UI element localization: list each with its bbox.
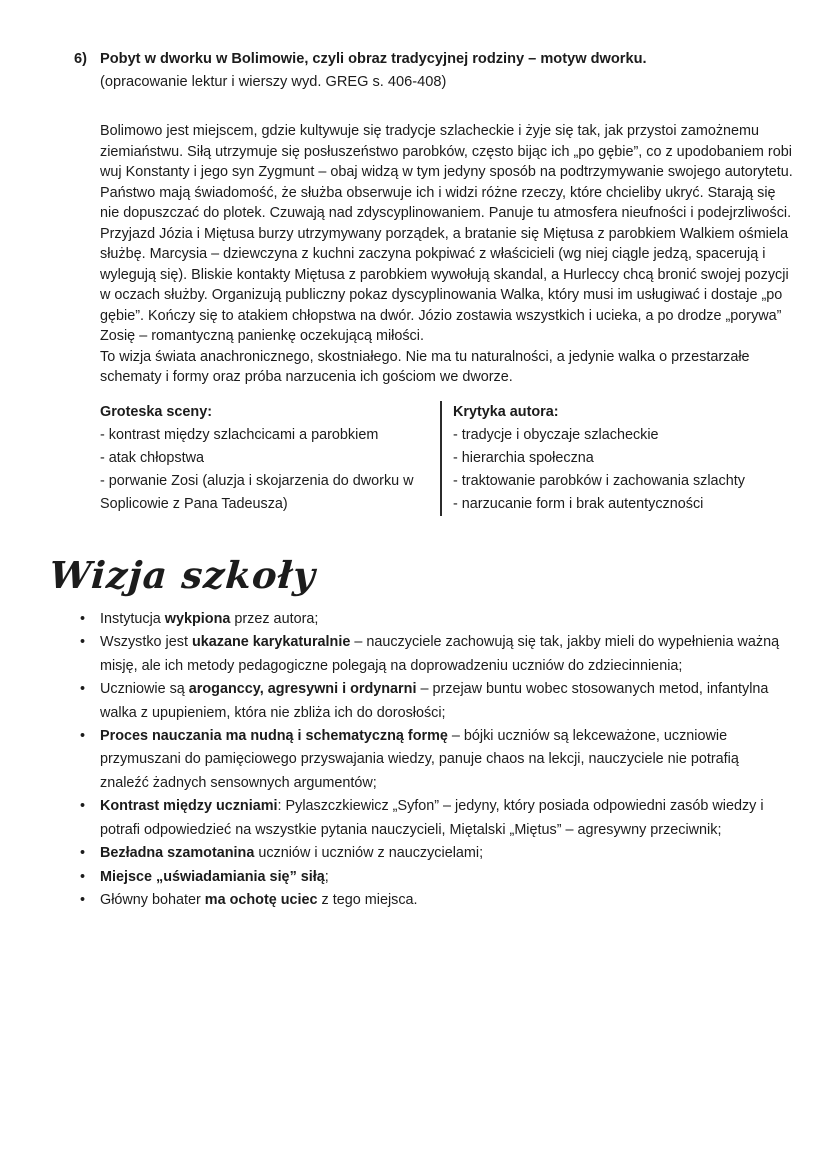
summary-block xyxy=(100,121,794,388)
bullet-item: • Proces nauczania ma nudną i schematyczną formę – bójki uczniów są lekceważone, uczniowie przymuszani do pamięciowego przyswajania wiedzy, panuje chaos na lekcji, nauczyciele nie potrafią znaleźć żadnych sensownych argumentów; xyxy=(78,725,790,795)
summary-paragraph-1: Bolimowo jest miejscem, gdzie kultywuje się tradycje szlacheckie i żyje się tak, jak przystoi zamożnemu ziemiaństwu. Siłą utrzymuje się posłuszeństwo parobków, często bijąc ich „po gębie”, co z upodobaniem robi wuj Konstanty i jego syn Zygmunt – obaj widzą w tym jedyny sposób na podtrzymywanie swojego autorytetu. Państwo mają świadomość, że służba obserwuje ich i widzi różne rzeczy, które chcieliby ukryć. Starają się nie dopuszczać do plotek. Czuwają nad zdyscyplinowaniem. Panuje tu atmosfera nieufności i podejrzliwości. Przyjazd Józia i Miętusa burzy utrzymywany porządek, a bratanie się Miętusa z parobkiem Walkiem ośmiela służbę. Marcysia – dziewczyna z kuchni zaczyna pokpiwać z właścicieli (wg niej ciągle jedzą, spacerują i wylegują się). Bliskie kontakty Miętusa z parobkiem wywołują skandal, a Hurleccy chcą bronić swojej pozycji w oczach służby. Organizują publiczny pokaz dyscyplinowania Walka, który musi im usługiwać i dostaje „po gębie”. Kończy się to atakiem chłopstwa na dwór. Józio zostawia wszystkich i ucieka, a po drodze „porywa” Zosię – romantyczną panienkę oczekującą miłości. xyxy=(100,123,793,344)
section-title: Pobyt w dworku w Bolimowie, czyli obraz tradycyjnej rodziny – motyw dworku. xyxy=(100,51,647,67)
section-header-body xyxy=(100,48,792,93)
bullet-item: • Główny bohater ma ochotę uciec z tego miejsca. xyxy=(78,889,790,912)
bullet-item: • Instytucja wykpiona przez autora; xyxy=(78,608,790,631)
summary-paragraph-2: To wizja świata anachronicznego, skostniałego. Nie ma tu naturalności, a jedynie walka o przestarzałe schematy i formy oraz próba narzucenia ich gościom we dworze. xyxy=(100,348,750,385)
grotesque-scenes-header: Groteska sceny: xyxy=(100,403,212,420)
comparison-table xyxy=(100,401,828,516)
school-section-heading: Wizja szkoły xyxy=(47,552,318,597)
bullet-item: • Wszystko jest ukazane karykaturalnie – nauczyciele zachowują się tak, jakby mieli do wypełnienia ważną misję, ale ich metody pedagogiczne polegają na doprowadzeniu uczniów do zdziecinnienia; xyxy=(78,631,790,678)
list-item: - traktowanie parobków i zachowania szlachty xyxy=(453,472,745,489)
bullet-item: • Kontrast między uczniami: Pylaszczkiewicz „Syfon” – jedyny, który posiada odpowiedni zasób wiedzy i potrafi odpowiedzieć na wszystkie pytania nauczycieli, Miętalski „Miętus” – agresywny przeciwnik; xyxy=(78,795,790,842)
bullet-item: • Miejsce „uświadamiania się” siłą; xyxy=(78,866,790,889)
list-item: - tradycje i obyczaje szlacheckie xyxy=(453,426,659,443)
list-item: - atak chłopstwa xyxy=(100,449,204,466)
section-subtitle: (opracowanie lektur i wierszy wyd. GREG s. 406-408) xyxy=(100,73,447,90)
bullet-item: • Bezładna szamotanina uczniów i uczniów z nauczycielami; xyxy=(78,842,790,865)
school-bullet-list xyxy=(78,608,790,912)
list-item: - narzucanie form i brak autentyczności xyxy=(453,495,704,512)
list-item: - kontrast między szlachcicami a parobkiem xyxy=(100,426,379,443)
bullet-item: • Uczniowie są aroganccy, agresywni i ordynarni – przejaw buntu wobec stosowanych metod, infantylna walka z upupieniem, która nie zbliża ich do dorosłości; xyxy=(78,678,790,725)
section-header xyxy=(0,0,828,93)
list-item: - porwanie Zosi (aluzja i skojarzenia do dworku w Soplicowie z Pana Tadeusza) xyxy=(100,472,414,512)
list-item: - hierarchia społeczna xyxy=(453,449,594,466)
grotesque-scenes-column xyxy=(100,401,440,516)
author-critique-header: Krytyka autora: xyxy=(453,403,559,420)
author-critique-column xyxy=(440,401,793,516)
section-number: 6) xyxy=(74,51,87,67)
